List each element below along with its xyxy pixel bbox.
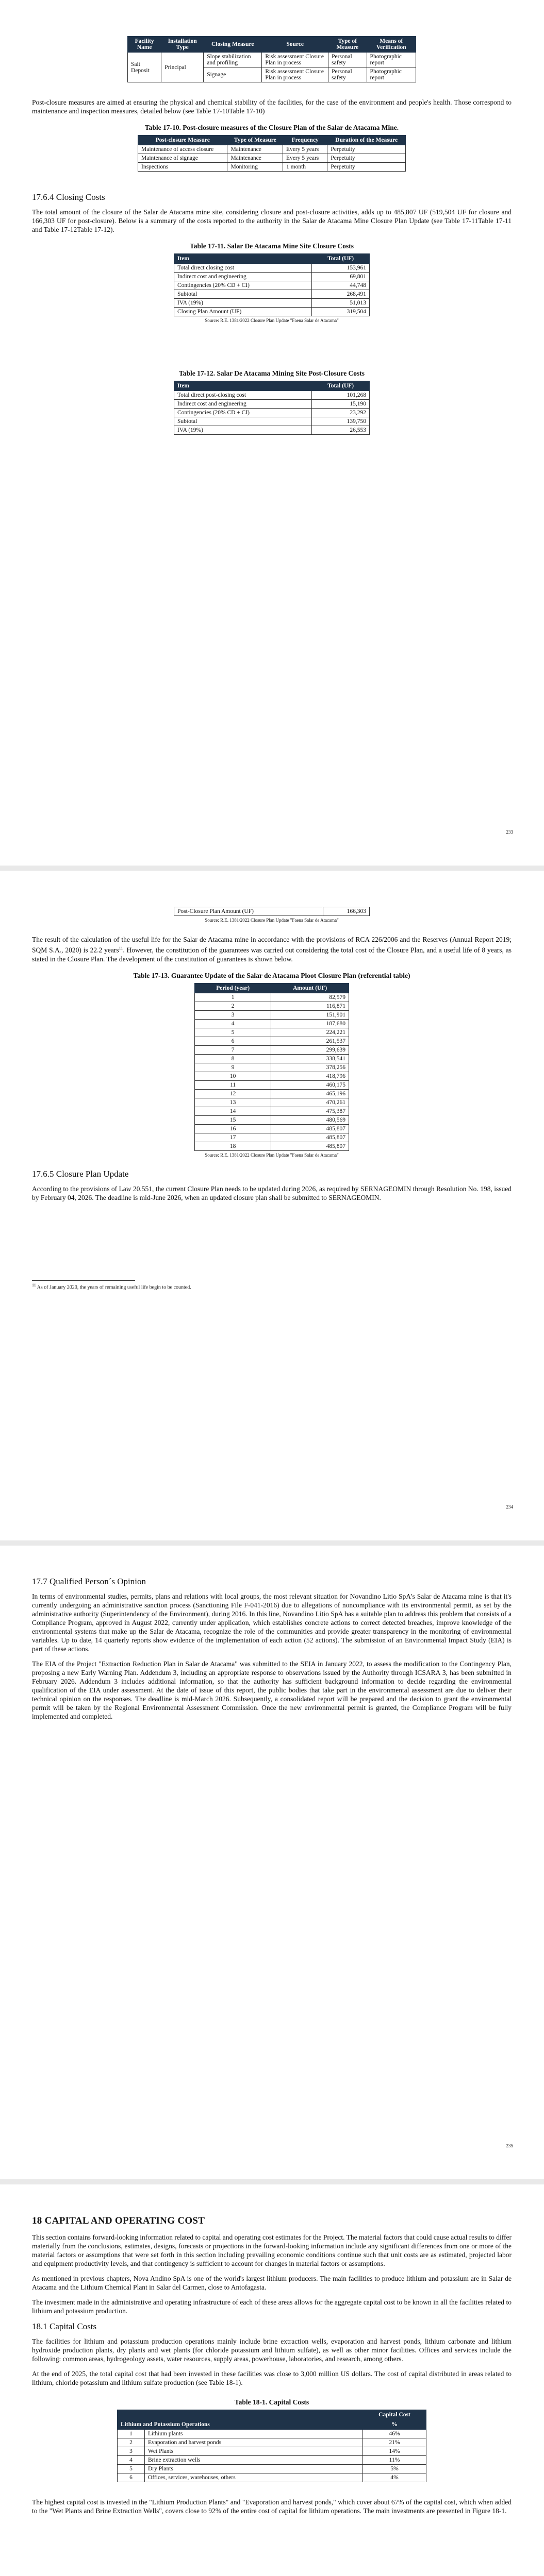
table-row	[195, 1054, 349, 1063]
table-cell: Personal safety	[328, 67, 367, 82]
table-cell: Subtotal	[174, 290, 312, 299]
amount-cell: 475,387	[271, 1107, 349, 1115]
col-facility: Facility Name	[128, 37, 161, 53]
table-cell: Risk assessment Closure Plan in process	[262, 53, 328, 67]
col-header: Total (UF)	[312, 254, 370, 264]
amount-cell: 485,807	[271, 1142, 349, 1150]
qp-opinion-para-1: In terms of environmental studies, permits, plans and relations with local groups, the most relevant situation for Novandino Litio SpA's Salar de Atacama mine is that it's currently undergoing an administrative sanction process (Sanctioning File F-041-2016) due to allegations of noncompliance with its environmental permit, as set by the administrative authority (Superintendency of the Environment), during 2016. In this line, Novandino Litio SpA has a suitable plan to address this problem that consists of a Compliance Program, approved in August 2022, currently under application, which establishes concrete actions to correct detected breaches, improve knowledge of the environmental systems that make up the Salar de Atacama, recognize the role of the communities and provide greater transparency in the monitoring of environmental variables. Up to date, 14 quarterly reports show evidence of the implementation of each action (52 actions). The submission of an Environmental Impact Study (EIA) is part of these actions.	[32, 1592, 512, 1653]
table-cell: Total direct post-closing cost	[174, 391, 312, 400]
col-header: Item	[174, 381, 312, 391]
table-row	[195, 1063, 349, 1072]
amount-cell: 485,807	[271, 1133, 349, 1142]
footnote-ref: 11	[119, 946, 123, 951]
table-cell: 268,491	[312, 290, 370, 299]
closure-monitoring-table	[127, 36, 416, 82]
table-cell: Perpetuity	[327, 163, 406, 172]
table-row	[195, 1019, 349, 1028]
capex-para-6: The highest capital cost is invested in the "Lithium Production Plants" and "Evaporation and harvest ponds," which cover about 67% of the capital cost, which when added to the "Wet Plants and Brine Extraction Wells", covers close to 92% of the entire cost of capital for lithium operations. The main investments are presented in Figure 18-1.	[32, 2498, 512, 2515]
table-cell: Offices, services, warehouses, others	[145, 2473, 363, 2482]
table-cell: Maintenance of access closure	[138, 145, 227, 154]
table-cell: 1	[118, 2430, 145, 2438]
col-verification: Means of Verification	[367, 37, 416, 53]
period-cell: 12	[195, 1089, 271, 1098]
col-header: Capital Cost	[363, 2410, 426, 2420]
table-row	[195, 1133, 349, 1142]
table-cell: Indirect cost and engineering	[174, 400, 312, 409]
table-cell: 4%	[363, 2473, 426, 2482]
amount-cell: 299,639	[271, 1045, 349, 1054]
amount-cell: 480,569	[271, 1115, 349, 1124]
table-row	[174, 400, 370, 409]
table-row	[118, 2465, 426, 2473]
table-row	[195, 1080, 349, 1089]
heading-qualified-person-opinion: 17.7 Qualified Person´s Opinion	[32, 1577, 146, 1586]
period-cell: 5	[195, 1028, 271, 1037]
table-row	[195, 1002, 349, 1010]
capex-para-5: At the end of 2025, the total capital cost that had been invested in these facilities was close to 3,000 million US dollars. The cost of capital distributed in areas related to lithium, chloride potassium and lithium sulfate production (see Table 18-1).	[32, 2370, 512, 2386]
table-cell: Contingencies (20% CD + CI)	[174, 281, 312, 290]
period-cell: 7	[195, 1045, 271, 1054]
table-row	[118, 2438, 426, 2447]
table-cell: Personal safety	[328, 53, 367, 67]
col-header: %	[363, 2420, 426, 2430]
table-cell: IVA (19%)	[174, 299, 312, 308]
period-cell: 13	[195, 1098, 271, 1107]
table-row	[118, 2456, 426, 2465]
amount-cell: 485,807	[271, 1124, 349, 1133]
capex-para-1: This section contains forward-looking information related to capital and operating cost estimates for the Project. The material factors that could cause actual results to differ materially from the conclusions, estimates, designs, forecasts or projections in the forward-looking information include any significant differences from one or more of the material factors or assumptions that were set forth in this section including prevailing economic conditions continue such that unit costs are as estimated, projected labor and equipment productivity levels, and that contingency is sufficient to account for changes in material factors or assumptions.	[32, 2233, 512, 2267]
amount-cell: 187,680	[271, 1019, 349, 1028]
amount-cell: 460,175	[271, 1080, 349, 1089]
guarantee-text	[32, 935, 512, 963]
table-row	[138, 163, 406, 172]
table-cell: Contingencies (20% CD + CI)	[174, 409, 312, 417]
table-row	[118, 2473, 426, 2482]
qp-opinion-para-2: The EIA of the Project "Extraction Reduction Plan in Salar de Atacama" was submitted to the SEIA in January 2022, to assess the modification to the Contingency Plan, proposing a new Early Warning Plan. Addendum 3, including an appropriate response to observations issued by the Authority through ICSARA 3, has been submitted in February 2026. Addendum 3 includes additional information, so that the authority has sufficient background information to decide regarding the environmental qualification of the EIA under assessment. At the date of issue of this report, the public bodies that take part in the environmental assessment are due to deliver their technical opinion on the responses. The deadline is mid-March 2026. Subsequently, a consolidated report will be prepared and the decision to grant the environmental permit will be taken by the Regional Environmental Assessment Commission. Once the new environmental permit is granted, the Compliance Program will be fully implemented and completed.	[32, 1660, 512, 1720]
table-row	[195, 1142, 349, 1150]
table-cell: Perpetuity	[327, 145, 406, 154]
table-11-caption: Table 17-11. Salar De Atacama Mine Site Closure Costs	[189, 242, 354, 250]
table-cell: 26,553	[312, 426, 370, 435]
table-cell: 51,013	[312, 299, 370, 308]
table-cell: Dry Plants	[145, 2465, 363, 2473]
table-row	[138, 145, 406, 154]
table-cell: 5%	[363, 2465, 426, 2473]
table-row	[118, 2447, 426, 2456]
amount-cell: 82,579	[271, 993, 349, 1002]
installation-cell: Principal	[161, 53, 204, 82]
table-12-source: Source: R.E. 1381/2022 Closure Plan Update "Faena Salar de Atacama"	[205, 918, 339, 923]
col-closing-measure: Closing Measure	[204, 37, 262, 53]
amount-cell: 338,541	[271, 1054, 349, 1063]
period-cell: 1	[195, 993, 271, 1002]
period-cell: 18	[195, 1142, 271, 1150]
heading-capital-operating-cost: 18 CAPITAL AND OPERATING COST	[32, 2215, 205, 2226]
footnote	[32, 1283, 512, 1290]
table-cell: 69,801	[312, 273, 370, 281]
table-cell: Indirect cost and engineering	[174, 273, 312, 281]
period-cell: 11	[195, 1080, 271, 1089]
post-closure-costs-table-continued	[174, 907, 370, 916]
capital-costs-table	[117, 2410, 426, 2482]
table-row	[195, 1045, 349, 1054]
col-header: Post-closure Measure	[138, 135, 227, 145]
amount-cell: 261,537	[271, 1037, 349, 1045]
facility-cell: Salt Deposit	[128, 53, 161, 82]
capex-para-3: The investment made in the administrative and operating infrastructure of each of these areas allows for the aggregate capital cost to be known in all the facilities related to lithium and potassium production.	[32, 2298, 512, 2315]
table-row	[174, 290, 370, 299]
guarantee-update-table	[194, 983, 349, 1151]
table-row	[195, 1107, 349, 1115]
page-number: 233	[506, 829, 513, 835]
post-closure-intro: Post-closure measures are aimed at ensuring the physical and chemical stability of the facilities, for the case of the environment and people's health. Those correspond to maintenance and inspection measures, detailed below (see Table 17-10Table 17-10)	[32, 98, 512, 115]
table-row	[138, 154, 406, 163]
table-row	[118, 2430, 426, 2438]
period-cell: 4	[195, 1019, 271, 1028]
capex-para-2: As mentioned in previous chapters, Nova Andino SpA is one of the world's largest lithium producers. The main facilities to produce lithium and potassium are in Salar de Atacama and the Lithium Chemical Plant in Salar del Carmen, close to Antofagasta.	[32, 2275, 512, 2291]
table-12-caption: Table 17-12. Salar De Atacama Mining Site Post-Closure Costs	[178, 369, 365, 377]
col-header: Total (UF)	[312, 381, 370, 391]
table-cell: Photographic report	[367, 53, 416, 67]
col-header: Lithium and Potassium Operations	[118, 2410, 363, 2430]
table-cell: Maintenance	[227, 154, 283, 163]
table-cell: 6	[118, 2473, 145, 2482]
table-cell: 4	[118, 2456, 145, 2465]
amount-cell: 116,871	[271, 1002, 349, 1010]
period-cell: 10	[195, 1072, 271, 1080]
period-cell: 6	[195, 1037, 271, 1045]
table-cell: Every 5 years	[283, 154, 327, 163]
table-cell: Every 5 years	[283, 145, 327, 154]
col-header: Item	[174, 254, 312, 264]
closure-plan-update-text: According to the provisions of Law 20.551, the current Closure Plan needs to be updated during 2026, as required by SERNAGEOMIN through Resolution No. 198, issued by February 04, 2026. The deadline is mid-June 2026, when an updated closure plan shall be submitted to SERNAGEOMIN.	[32, 1184, 512, 1201]
capital-costs-body	[118, 2430, 426, 2482]
table-row	[195, 1072, 349, 1080]
closure-costs-table	[174, 253, 370, 316]
table-cell: Signage	[204, 67, 262, 82]
table-cell: 153,961	[312, 264, 370, 273]
table-cell: 11%	[363, 2456, 426, 2465]
table-row	[195, 1089, 349, 1098]
table-row	[195, 1124, 349, 1133]
col-header: Amount (UF)	[271, 983, 349, 993]
period-cell: 3	[195, 1010, 271, 1019]
table-cell: 46%	[363, 2430, 426, 2438]
table-row	[174, 308, 370, 316]
footnote-text: As of January 2020, the years of remaining useful life begin to be counted.	[37, 1284, 191, 1290]
table-cell: Risk assessment Closure Plan in process	[262, 67, 328, 82]
table-row	[174, 391, 370, 400]
table-cell: 101,268	[312, 391, 370, 400]
table-cell: Slope stabilization and profiling	[204, 53, 262, 67]
table-cell: 319,504	[312, 308, 370, 316]
table-cell: Lithium plants	[145, 2430, 363, 2438]
table-cell: 21%	[363, 2438, 426, 2447]
capex-para-4: The facilities for lithium and potassium production operations mainly include brine extraction wells, evaporation and harvest ponds, lithium carbonate and lithium hydroxide production plants, dry plants and wet plants (for chloride potassium and lithium sulfate), as well as other minor facilities. Offices and services include the following: common areas, hydrogeology assets, water resources, supply areas, powerhouse, laboratories, and research, among others.	[32, 2337, 512, 2363]
table-cell: 139,750	[312, 417, 370, 426]
table-11-source: Source: R.E. 1381/2022 Closure Plan Update "Faena Salar de Atacama"	[205, 318, 339, 323]
page-234	[0, 871, 544, 1540]
period-cell: 8	[195, 1054, 271, 1063]
page-233	[0, 0, 544, 866]
table-13-caption: Table 17-13. Guarantee Update of the Salar de Atacama Ploot Closure Plan (referential table)	[133, 971, 410, 979]
col-header: Frequency	[283, 135, 327, 145]
table-cell: 23,292	[312, 409, 370, 417]
table-cell: 166,303	[323, 907, 369, 916]
table-row	[174, 417, 370, 426]
page-236	[0, 2184, 544, 2576]
page-235	[0, 1546, 544, 2179]
table-cell: Wet Plants	[145, 2447, 363, 2456]
table-row	[195, 1115, 349, 1124]
table-cell: IVA (19%)	[174, 426, 312, 435]
table-cell: Subtotal	[174, 417, 312, 426]
page-235-content	[32, 1577, 512, 1727]
table-18-1-caption: Table 18-1. Capital Costs	[234, 2398, 309, 2406]
period-cell: 14	[195, 1107, 271, 1115]
period-cell: 16	[195, 1124, 271, 1133]
table-row	[195, 1028, 349, 1037]
table-row	[195, 1037, 349, 1045]
table-cell: 14%	[363, 2447, 426, 2456]
table-cell: 44,748	[312, 281, 370, 290]
table-row	[174, 299, 370, 308]
table-row	[195, 1098, 349, 1107]
table-cell: Evaporation and harvest ponds	[145, 2438, 363, 2447]
col-header: Period (year)	[195, 983, 271, 993]
footnote-number: 11	[32, 1282, 36, 1287]
col-header: Duration of the Measure	[327, 135, 406, 145]
table-cell: Brine extraction wells	[145, 2456, 363, 2465]
guarantee-table-body	[195, 993, 349, 1150]
page-number: 235	[506, 2143, 513, 2148]
table-cell: Inspections	[138, 163, 227, 172]
page-number: 234	[506, 1504, 513, 1510]
table-cell: Maintenance of signage	[138, 154, 227, 163]
footnote-rule	[32, 1280, 135, 1281]
period-cell: 17	[195, 1133, 271, 1142]
col-source: Source	[262, 37, 328, 53]
amount-cell: 378,256	[271, 1063, 349, 1072]
guarantee-text-a: The result of the calculation of the useful life for the Salar de Atacama mine in accordance with the provisions of RCA 226/2006 and the Reserves (Annual Report 2019; SQM S.A., 2020) is 22.2 years	[32, 936, 512, 954]
table-row	[174, 273, 370, 281]
amount-cell: 465,196	[271, 1089, 349, 1098]
amount-cell: 418,796	[271, 1072, 349, 1080]
period-cell: 9	[195, 1063, 271, 1072]
table-cell: Photographic report	[367, 67, 416, 82]
amount-cell: 470,261	[271, 1098, 349, 1107]
table-cell: Closing Plan Amount (UF)	[174, 308, 312, 316]
heading-closure-plan-update: 17.6.5 Closure Plan Update	[32, 1168, 129, 1179]
table-row	[128, 53, 416, 67]
table-cell: Total direct closing cost	[174, 264, 312, 273]
table-row	[174, 409, 370, 417]
heading-closing-costs: 17.6.4 Closing Costs	[32, 192, 105, 202]
table-cell: 1 month	[283, 163, 327, 172]
page-234-content	[32, 907, 512, 1290]
table-cell: Perpetuity	[327, 154, 406, 163]
table-cell: Maintenance	[227, 145, 283, 154]
table-row	[174, 426, 370, 435]
page-233-content	[32, 36, 512, 435]
period-cell: 2	[195, 1002, 271, 1010]
table-row	[195, 1010, 349, 1019]
closing-costs-text: The total amount of the closure of the Salar de Atacama mine site, considering closure and post-closure activities, adds up to 485,807 UF (519,504 UF for closure and 166,303 UF for post-closure). Below is a summary of the costs reported to the authority in the Salar de Atacama Mine Closure Plan Update (see Table 17-11Table 17-11 and Table 17-12Table 17-12).	[32, 208, 512, 233]
col-installation: Installation Type	[161, 37, 204, 53]
table-cell: 5	[118, 2465, 145, 2473]
guarantee-text-b: . However, the constitution of the guarantees was carried out considering the total cost of the Closure Plan, and a useful life of 8 years, as stated in the Closure Plan. The development of the constitution of guarantees is shown below.	[32, 946, 512, 963]
post-closure-table	[138, 135, 406, 172]
amount-cell: 224,221	[271, 1028, 349, 1037]
table-cell: Post-Closure Plan Amount (UF)	[174, 907, 323, 916]
table-cell: 2	[118, 2438, 145, 2447]
table-cell: 3	[118, 2447, 145, 2456]
table-row	[174, 907, 370, 916]
table-row	[174, 281, 370, 290]
heading-capital-costs: 18.1 Capital Costs	[32, 2321, 97, 2331]
table-10-caption: Table 17-10. Post-closure measures of the Closure Plan of the Salar de Atacama Mine.	[144, 124, 399, 131]
table-cell: 15,190	[312, 400, 370, 409]
table-cell: Monitoring	[227, 163, 283, 172]
table-row	[174, 264, 370, 273]
col-header: Type of Measure	[227, 135, 283, 145]
col-type: Type of Measure	[328, 37, 367, 53]
page-236-content	[32, 2215, 512, 2521]
table-13-source: Source: R.E. 1381/2022 Closure Plan Update "Faena Salar de Atacama"	[205, 1152, 339, 1158]
table-row	[195, 993, 349, 1002]
post-closure-costs-table	[174, 381, 370, 435]
amount-cell: 151,901	[271, 1010, 349, 1019]
period-cell: 15	[195, 1115, 271, 1124]
